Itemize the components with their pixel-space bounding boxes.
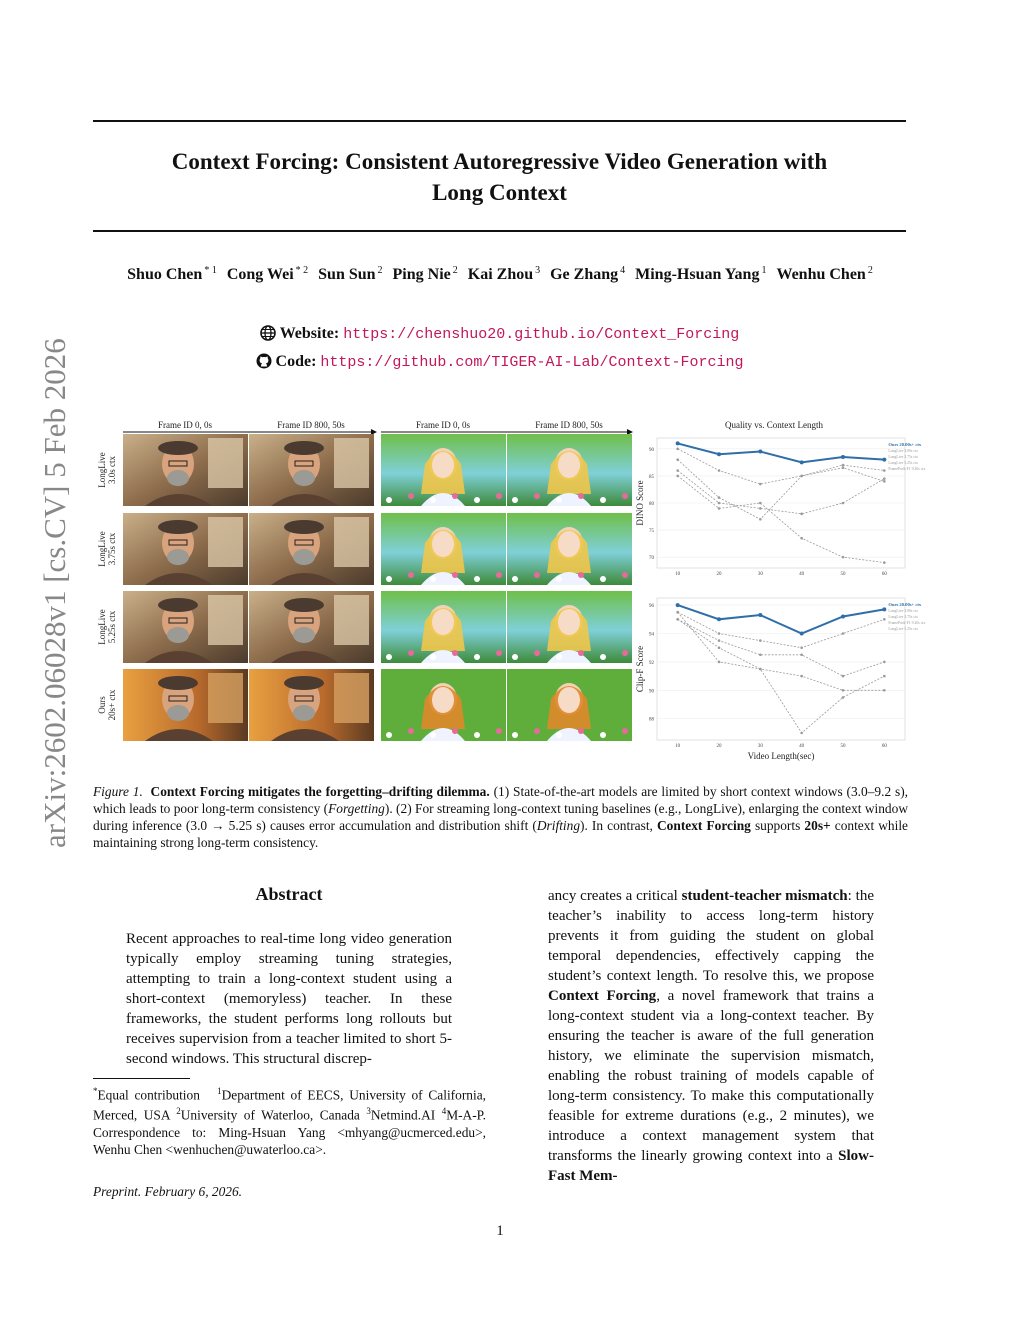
data-point xyxy=(842,502,845,505)
beard xyxy=(167,549,189,565)
figure-caption: Figure 1. Context Forcing mitigates the forgetting–drifting dilemma. (1) State-of-the-art models are limited by short context windows (3.0–9.2 s), which leads to poor long-term consistency (Forgetting). (2) For streaming long-context tuning baselines (e.g., LongLive), enlarging the context window during inference (3.0 → 5.25 s) causes error accumulation and distribution shift (Drifting). In contrast, Context Forcing supports 20s+ context while maintaining strong long-term consistency. xyxy=(93,784,909,850)
arxiv-identifier: arXiv:2602.06028v1 [cs.CV] 5 Feb 2026 xyxy=(37,338,72,848)
chart-title: Quality vs. Context Length xyxy=(725,420,823,430)
building xyxy=(208,673,243,723)
y-tick-label: 88 xyxy=(649,717,654,723)
footnote: *Equal contribution $^1$Department of EECS, University of California, Merced, USA $^2$University of Waterloo, Canada $^3$Netmind.AI $^4$M-A-P. Correspondence to: Ming-Hsuan Yang <mhyang@ucmerced.edu>, Wenhu Chen <wenhuchen@uwaterloo.ca>. xyxy=(93,1086,486,1157)
data-point xyxy=(842,464,845,467)
data-point xyxy=(759,654,762,657)
row-label-line: Ours xyxy=(97,696,107,714)
data-point xyxy=(718,639,721,642)
data-point xyxy=(800,646,803,649)
building xyxy=(334,595,369,645)
website-link[interactable]: https://chenshuo20.github.io/Context_Forcing xyxy=(343,326,740,343)
data-point xyxy=(842,632,845,635)
data-point xyxy=(842,466,845,469)
data-point xyxy=(841,614,845,618)
flower xyxy=(534,728,540,734)
data-point xyxy=(883,675,886,678)
flower xyxy=(622,650,628,656)
flower xyxy=(452,728,458,734)
y-tick-label: 90 xyxy=(649,447,654,453)
flower xyxy=(474,576,480,582)
flower xyxy=(452,650,458,656)
y-tick-label: 90 xyxy=(649,689,654,695)
flower xyxy=(512,732,518,738)
x-tick-label: 10 xyxy=(675,744,681,749)
row-label xyxy=(97,531,117,567)
data-point xyxy=(676,469,679,472)
legend-entry: Ours 20.00s+ ctx xyxy=(888,602,922,607)
row-label-line: 5.25s ctx xyxy=(107,610,117,644)
website-row xyxy=(93,325,906,343)
website-label: Website: xyxy=(279,325,340,342)
video-frame xyxy=(507,434,632,506)
flower xyxy=(534,650,540,656)
data-point xyxy=(718,661,721,664)
video-frame xyxy=(123,434,248,506)
data-point xyxy=(800,460,804,464)
y-axis-label: Clip-F Score xyxy=(635,645,645,693)
video-frame xyxy=(381,513,506,585)
flower xyxy=(512,497,518,503)
footnote-rule xyxy=(93,1078,190,1079)
data-point xyxy=(883,689,886,692)
flower xyxy=(556,654,562,660)
face-inner xyxy=(432,452,454,478)
data-point xyxy=(842,556,845,559)
author-name: Cong Wei $^{* 2}$ xyxy=(226,265,309,284)
legend-entry: LongLive 3.00s ctx xyxy=(888,449,918,453)
face-inner xyxy=(558,687,580,713)
row-label xyxy=(97,689,117,720)
y-tick-label: 85 xyxy=(649,474,654,480)
flower xyxy=(408,728,414,734)
video-frame xyxy=(123,513,248,585)
author-name: Ge Zhang $^4$ xyxy=(550,265,626,284)
flower xyxy=(474,654,480,660)
data-point xyxy=(800,632,804,636)
flower xyxy=(452,572,458,578)
flower xyxy=(386,576,392,582)
cap xyxy=(158,598,198,612)
frame-header: Frame ID 800, 50s xyxy=(535,420,603,430)
flower xyxy=(600,497,606,503)
clipf-chart xyxy=(635,598,925,761)
beard xyxy=(167,705,189,721)
flower xyxy=(386,497,392,503)
flower xyxy=(600,576,606,582)
face-inner xyxy=(432,531,454,557)
building xyxy=(208,595,243,645)
video-frame xyxy=(249,591,374,663)
flower xyxy=(474,497,480,503)
video-frame xyxy=(249,669,374,741)
cap xyxy=(158,520,198,534)
cap xyxy=(284,598,324,612)
video-frame xyxy=(507,513,632,585)
flower xyxy=(496,572,502,578)
data-point xyxy=(800,732,803,735)
paper-title: Context Forcing: Consistent Autoregressive Video Generation with Long Context xyxy=(171,149,828,205)
data-point xyxy=(883,661,886,664)
author-name: Wenhu Chen $^2$ xyxy=(776,265,873,284)
flower xyxy=(622,728,628,734)
data-point xyxy=(676,441,680,445)
x-tick-label: 20 xyxy=(716,572,722,577)
flower xyxy=(430,654,436,660)
data-point xyxy=(882,458,886,462)
legend-entry: FramePack-F1 9.20s ctx xyxy=(888,467,926,471)
x-tick-label: 20 xyxy=(716,744,722,749)
row-label-line: LongLive xyxy=(97,531,107,567)
figure-1 xyxy=(93,418,926,763)
video-frame xyxy=(249,513,374,585)
data-point xyxy=(758,450,762,454)
video-frame xyxy=(249,434,374,506)
abstract-text: Recent approaches to real-time long video generation typically employ streaming tuning strategies, attempting to train a long-context student using a short-context (memoryless) teacher. In these frameworks, the student performs long rollouts but receives supervision from a teacher limited to short 5-second windows. This structural discrep- xyxy=(126,931,452,1067)
row-label-line: LongLive xyxy=(97,609,107,645)
row-label-line: LongLive xyxy=(97,452,107,488)
data-point xyxy=(676,611,679,614)
data-point xyxy=(718,507,721,510)
x-tick-label: 40 xyxy=(799,572,805,577)
cap xyxy=(158,676,198,690)
frame-header: Frame ID 0, 0s xyxy=(158,420,212,430)
face-inner xyxy=(558,531,580,557)
legend-entry: LongLive 5.25s ctx xyxy=(888,627,918,631)
building xyxy=(208,438,243,488)
face-inner xyxy=(432,687,454,713)
data-point xyxy=(676,603,680,607)
cap xyxy=(158,441,198,455)
author-list xyxy=(60,265,940,284)
y-tick-label: 75 xyxy=(649,529,654,535)
data-point xyxy=(800,513,803,516)
building xyxy=(334,517,369,567)
cap xyxy=(284,676,324,690)
legend-entry: Ours 20.00s+ ctx xyxy=(888,442,922,447)
flower xyxy=(496,728,502,734)
data-point xyxy=(676,458,679,461)
flower xyxy=(496,650,502,656)
data-point xyxy=(800,537,803,540)
flower xyxy=(430,497,436,503)
data-point xyxy=(759,668,762,671)
video-frame xyxy=(507,591,632,663)
data-point xyxy=(718,469,721,472)
flower xyxy=(386,654,392,660)
data-point xyxy=(841,455,845,459)
author-name: Kai Zhou $^3$ xyxy=(467,265,541,284)
data-point xyxy=(758,613,762,617)
data-point xyxy=(842,675,845,678)
flower xyxy=(578,650,584,656)
legend-entry: LongLive 3.75s ctx xyxy=(888,455,918,459)
video-frame xyxy=(381,591,506,663)
x-tick-label: 10 xyxy=(675,572,681,577)
author-name: Shuo Chen $^{* 1}$ xyxy=(127,265,217,284)
flower xyxy=(556,497,562,503)
beard xyxy=(293,627,315,643)
y-tick-label: 92 xyxy=(649,660,654,666)
x-tick-label: 60 xyxy=(881,572,887,577)
video-frame xyxy=(381,669,506,741)
beard xyxy=(167,470,189,486)
title-bottom-rule xyxy=(93,230,906,232)
video-frame xyxy=(123,591,248,663)
y-tick-label: 70 xyxy=(649,556,654,562)
flower xyxy=(430,732,436,738)
flower xyxy=(578,493,584,499)
y-axis-label: DINO Score xyxy=(635,480,645,526)
face-inner xyxy=(432,609,454,635)
x-tick-label: 30 xyxy=(757,572,763,577)
data-point xyxy=(759,507,762,510)
github-icon xyxy=(256,353,272,369)
dino-chart xyxy=(635,438,925,577)
row-label xyxy=(97,452,117,488)
x-tick-label: 60 xyxy=(881,744,887,749)
x-axis-label: Video Length(sec) xyxy=(747,751,815,761)
data-point xyxy=(718,496,721,499)
author-name: Ming-Hsuan Yang $^1$ xyxy=(635,265,767,284)
data-point xyxy=(842,696,845,699)
cap xyxy=(284,520,324,534)
legend-entry: FramePack-F1 9.20s ctx xyxy=(888,621,926,625)
data-point xyxy=(800,475,803,478)
row-label-line: 3.75s ctx xyxy=(107,532,117,566)
building xyxy=(334,673,369,723)
flower xyxy=(512,654,518,660)
flower xyxy=(600,654,606,660)
flower xyxy=(556,732,562,738)
data-point xyxy=(759,639,762,642)
globe-icon xyxy=(260,325,276,341)
flower xyxy=(408,493,414,499)
author-name: Ping Nie $^2$ xyxy=(392,265,458,284)
data-point xyxy=(883,561,886,564)
flower xyxy=(534,493,540,499)
video-frame xyxy=(123,669,248,741)
beard xyxy=(293,705,315,721)
preprint-note: Preprint. February 6, 2026. xyxy=(93,1184,243,1199)
data-point xyxy=(759,502,762,505)
flower xyxy=(578,728,584,734)
flower xyxy=(452,493,458,499)
flower xyxy=(556,576,562,582)
figure-1-graphic xyxy=(93,418,926,763)
abstract-heading: Abstract xyxy=(255,884,323,904)
data-point xyxy=(883,480,886,483)
page-number: 1 xyxy=(496,1223,504,1239)
flower xyxy=(430,576,436,582)
beard xyxy=(167,627,189,643)
face-inner xyxy=(558,609,580,635)
data-point xyxy=(718,632,721,635)
data-point xyxy=(718,646,721,649)
flower xyxy=(600,732,606,738)
data-point xyxy=(882,607,886,611)
data-point xyxy=(883,469,886,472)
frame-header: Frame ID 800, 50s xyxy=(277,420,345,430)
data-point xyxy=(718,502,721,505)
flower xyxy=(534,572,540,578)
flower xyxy=(622,493,628,499)
row-label-line: 20s+ ctx xyxy=(107,689,117,721)
data-point xyxy=(676,475,679,478)
row-label xyxy=(97,609,117,645)
data-point xyxy=(883,477,886,480)
beard xyxy=(293,549,315,565)
video-frame xyxy=(507,669,632,741)
flower xyxy=(474,732,480,738)
data-point xyxy=(759,518,762,521)
frame-header: Frame ID 0, 0s xyxy=(416,420,470,430)
flower xyxy=(496,493,502,499)
top-rule xyxy=(93,120,906,122)
building xyxy=(334,438,369,488)
data-point xyxy=(800,654,803,657)
data-point xyxy=(883,618,886,621)
flower xyxy=(512,576,518,582)
data-point xyxy=(676,448,679,451)
code-row xyxy=(93,353,906,371)
data-point xyxy=(717,617,721,621)
flower xyxy=(408,650,414,656)
face-inner xyxy=(558,452,580,478)
x-tick-label: 50 xyxy=(840,744,846,749)
data-point xyxy=(676,618,679,621)
y-tick-label: 80 xyxy=(649,502,654,507)
data-point xyxy=(759,483,762,486)
y-tick-label: 94 xyxy=(649,632,654,638)
data-point xyxy=(717,452,721,456)
flower xyxy=(578,572,584,578)
video-frame xyxy=(381,434,506,506)
code-link[interactable]: https://github.com/TIGER-AI-Lab/Context-Forcing xyxy=(320,354,744,371)
data-point xyxy=(800,675,803,678)
data-point xyxy=(842,689,845,692)
cap xyxy=(284,441,324,455)
flower xyxy=(408,572,414,578)
flower xyxy=(386,732,392,738)
x-tick-label: 40 xyxy=(799,744,805,749)
code-label: Code: xyxy=(275,353,317,370)
beard xyxy=(293,470,315,486)
legend-entry: LongLive 5.25s ctx xyxy=(888,461,918,465)
row-label-line: 3.0s ctx xyxy=(107,456,117,484)
y-tick-label: 96 xyxy=(649,604,654,610)
author-name: Sun Sun $^2$ xyxy=(318,265,383,284)
legend-entry: LongLive 3.00s ctx xyxy=(888,609,918,613)
x-tick-label: 30 xyxy=(757,744,763,749)
x-tick-label: 50 xyxy=(840,572,846,577)
abstract-continued: ancy creates a critical student-teacher mismatch: the teacher’s inability to access long-term history prevents it from guiding the student on global temporal dependencies, effectively capping the student’s context length. To resolve this, we propose Context Forcing, a novel framework that trains a long-context student via a long-context teacher. By ensuring the teacher is aware of the full generation history, we eliminate the supervision mismatch, enabling the robust training of models capable of long-term consistency. To make this computationally feasible for extreme durations (e.g., 2 minutes), we introduce a context management system that transforms the linearly growing context into a Slow-Fast Mem- xyxy=(548,888,875,1184)
flower xyxy=(622,572,628,578)
building xyxy=(208,517,243,567)
legend-entry: LongLive 3.75s ctx xyxy=(888,615,918,619)
